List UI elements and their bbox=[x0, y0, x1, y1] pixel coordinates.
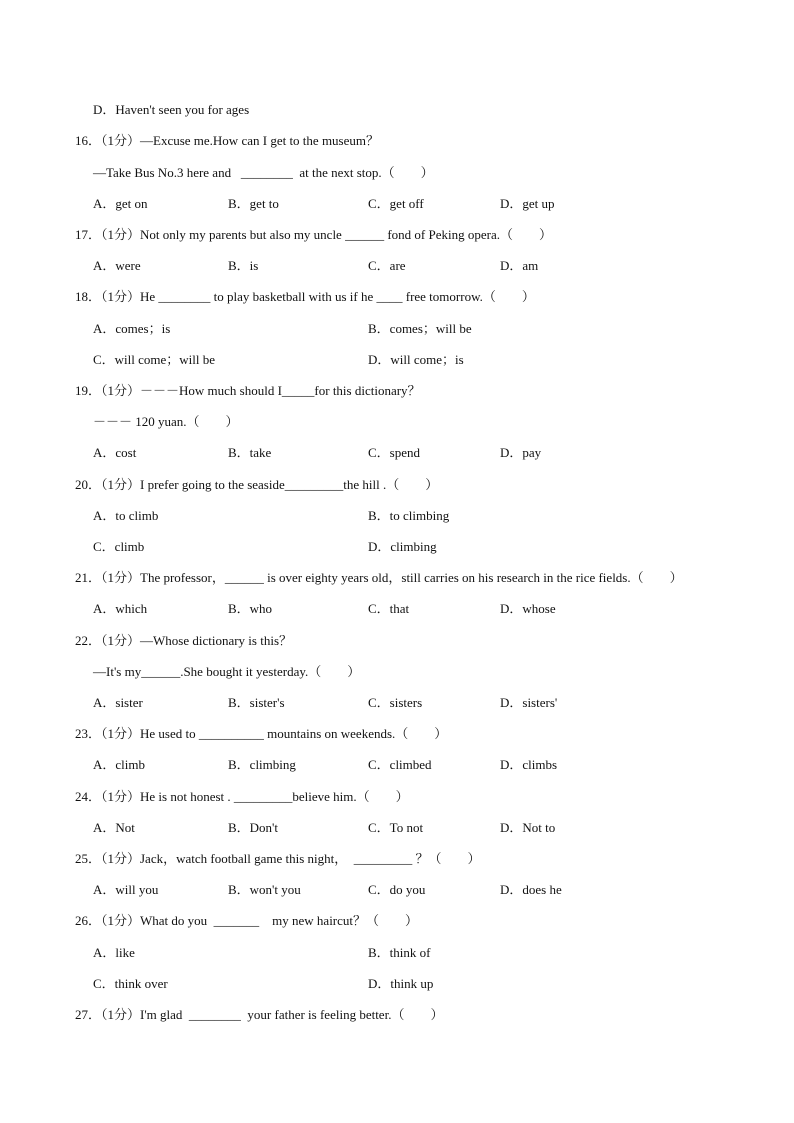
q20-option-b: B．to climbing bbox=[368, 508, 450, 523]
question-22-line2: —It's my______.She bought it yesterday.（ ） bbox=[93, 664, 361, 679]
q17-option-d: D．am bbox=[500, 258, 539, 273]
q23-option-a: A．climb bbox=[93, 757, 145, 772]
q16-option-c: C．get off bbox=[368, 196, 424, 211]
q26-option-b: B．think of bbox=[368, 945, 431, 960]
question-16: 16．（1分）—Excuse me.How can I get to the museum？ bbox=[75, 133, 379, 148]
q17-option-a: A．were bbox=[93, 258, 141, 273]
question-19-line2: －－－ 120 yuan.（ ） bbox=[93, 414, 239, 429]
q19-option-d: D．pay bbox=[500, 445, 542, 460]
q23-option-c: C．climbed bbox=[368, 757, 432, 772]
q25-option-b: B．won't you bbox=[228, 882, 301, 897]
q24-option-a: A．Not bbox=[93, 820, 135, 835]
q17-option-b: B．is bbox=[228, 258, 259, 273]
q25-option-a: A．will you bbox=[93, 882, 159, 897]
q23-option-b: B．climbing bbox=[228, 757, 296, 772]
question-22: 22．（1分）—Whose dictionary is this？ bbox=[75, 633, 293, 648]
q21-option-b: B．who bbox=[228, 601, 273, 616]
question-19: 19．（1分）－－－How much should I_____for this dictionary？ bbox=[75, 383, 421, 398]
q26-option-c: C．think over bbox=[93, 976, 168, 991]
question-23: 23．（1分）He used to __________ mountains on weekends.（ ） bbox=[75, 726, 448, 741]
q18-option-c: C．will come；will be bbox=[93, 352, 216, 367]
q16-option-b: B．get to bbox=[228, 196, 279, 211]
q17-option-c: C．are bbox=[368, 258, 406, 273]
q20-option-c: C．climb bbox=[93, 539, 145, 554]
q20-option-a: A．to climb bbox=[93, 508, 159, 523]
question-16-line2: —Take Bus No.3 here and ________ at the next stop.（ ） bbox=[93, 165, 434, 180]
q21-option-c: C．that bbox=[368, 601, 410, 616]
q21-option-d: D．whose bbox=[500, 601, 556, 616]
q26-option-d: D．think up bbox=[368, 976, 434, 991]
option-d-prev: D．Haven't seen you for ages bbox=[93, 102, 250, 117]
q26-option-a: A．like bbox=[93, 945, 135, 960]
q21-option-a: A．which bbox=[93, 601, 148, 616]
q25-option-c: C．do you bbox=[368, 882, 426, 897]
q18-option-a: A．comes；is bbox=[93, 321, 171, 336]
q18-option-d: D．will come；is bbox=[368, 352, 464, 367]
q24-option-b: B．Don't bbox=[228, 820, 279, 835]
q22-option-d: D．sisters' bbox=[500, 695, 558, 710]
q25-option-d: D．does he bbox=[500, 882, 562, 897]
q22-option-c: C．sisters bbox=[368, 695, 423, 710]
question-26: 26．（1分）What do you _______ my new haircut？（ ） bbox=[75, 913, 419, 928]
q24-option-c: C．To not bbox=[368, 820, 424, 835]
question-24: 24．（1分）He is not honest . _________believe him.（ ） bbox=[75, 789, 409, 804]
question-17: 17．（1分）Not only my parents but also my uncle ______ fond of Peking opera.（ ） bbox=[75, 227, 552, 242]
question-20: 20．（1分）I prefer going to the seaside_________the hill .（ ） bbox=[75, 477, 439, 492]
question-21: 21．（1分）The professor，______ is over eighty years old，still carries on his research in the rice fields.（ ） bbox=[75, 570, 683, 585]
q20-option-d: D．climbing bbox=[368, 539, 437, 554]
question-25: 25．（1分）Jack，watch football game this night， _________ ？（ ） bbox=[75, 851, 481, 866]
q18-option-b: B．comes；will be bbox=[368, 321, 472, 336]
q19-option-b: B．take bbox=[228, 445, 272, 460]
q23-option-d: D．climbs bbox=[500, 757, 558, 772]
q16-option-d: D．get up bbox=[500, 196, 555, 211]
q19-option-c: C．spend bbox=[368, 445, 421, 460]
question-27: 27．（1分）I'm glad ________ your father is feeling better.（ ） bbox=[75, 1007, 444, 1022]
q22-option-a: A．sister bbox=[93, 695, 143, 710]
q16-option-a: A．get on bbox=[93, 196, 148, 211]
q22-option-b: B．sister's bbox=[228, 695, 285, 710]
question-18: 18．（1分）He ________ to play basketball with us if he ____ free tomorrow.（ ） bbox=[75, 289, 535, 304]
q19-option-a: A．cost bbox=[93, 445, 137, 460]
q24-option-d: D．Not to bbox=[500, 820, 556, 835]
